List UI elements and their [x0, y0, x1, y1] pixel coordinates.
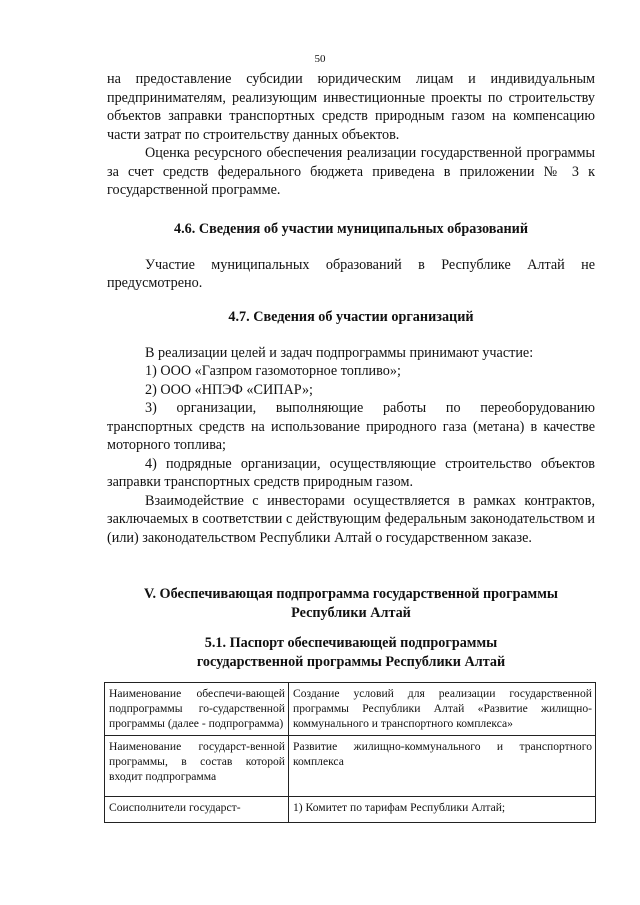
section-4-7-closing: Взаимодействие с инвесторами осуществляется в рамках контрактов, заключаемых в соответствии с действующим федеральным законодательством и (или) законодательством Республики Алтай о государственном заказе. — [107, 492, 595, 546]
table-cell-value: 1) Комитет по тарифам Республики Алтай; — [289, 797, 596, 823]
section-5-heading — [107, 585, 595, 622]
assessment-paragraph: Оценка ресурсного обеспечения реализации государственной программы за счет средств федерального бюджета приведена в приложении № 3 к государственной программе. — [107, 145, 595, 198]
section-4-7-intro: В реализации целей и задач подпрограммы принимают участие: — [145, 344, 534, 361]
table-cell-value: Создание условий для реализации государственной программы Республики Алтай «Развитие жилищно-коммунального и транспортного комплекса» — [289, 683, 596, 736]
table-cell-label: Соисполнители государст- — [105, 797, 289, 823]
section-4-7-heading: 4.7. Сведения об участии организаций — [228, 309, 474, 325]
page-number: 50 — [314, 53, 326, 65]
subsidy-paragraph: на предоставление субсидии юридическим лицам и индивидуальным предпринимателям, реализующим инвестиционные проекты по строительству объектов заправки транспортных средств природным газом на компенсацию части затрат по строительству данных объектов. — [107, 71, 595, 143]
table-row — [105, 683, 596, 736]
participant-item-1: 1) ООО «Газпром газомоторное топливо»; — [145, 363, 401, 379]
intro-paragraphs — [107, 70, 595, 200]
participant-item-4: 4) подрядные организации, осуществляющие строительство объектов заправки транспортных средств природным газом. — [107, 455, 595, 490]
section-5-heading-line1: V. Обеспечивающая подпрограмма государственной программы — [144, 586, 558, 602]
section-4-7 — [107, 308, 595, 547]
participant-item-3: 3) организации, выполняющие работы по переоборудованию транспортных средств на использование природного газа (метана) в качестве моторного топлива; — [107, 400, 595, 453]
section-5-1-heading — [107, 634, 595, 671]
table-row — [105, 736, 596, 797]
section-5-1-heading-line1: 5.1. Паспорт обеспечивающей подпрограммы — [204, 635, 498, 651]
table-row — [105, 797, 596, 823]
passport-table — [104, 682, 596, 823]
section-4-6-heading: 4.6. Сведения об участии муниципальных образований — [174, 221, 528, 237]
section-4-6 — [107, 220, 595, 293]
section-5-1-heading-line2: государственной программы Республики Алтай — [196, 653, 506, 670]
table-cell-label: Наименование обеспечи-вающей подпрограммы го-сударственной программы (далее - подпрограмма) — [105, 683, 289, 736]
participant-item-2: 2) ООО «НПЭФ «СИПАР»; — [145, 381, 313, 398]
section-5-heading-line2: Республики Алтай — [291, 604, 411, 621]
table-cell-value: Развитие жилищно-коммунального и транспортного комплекса — [289, 736, 596, 797]
table-cell-label: Наименование государст-венной программы, в состав которой входит подпрограмма — [105, 736, 289, 797]
section-4-6-body: Участие муниципальных образований в Республике Алтай не предусмотрено. — [107, 256, 595, 291]
